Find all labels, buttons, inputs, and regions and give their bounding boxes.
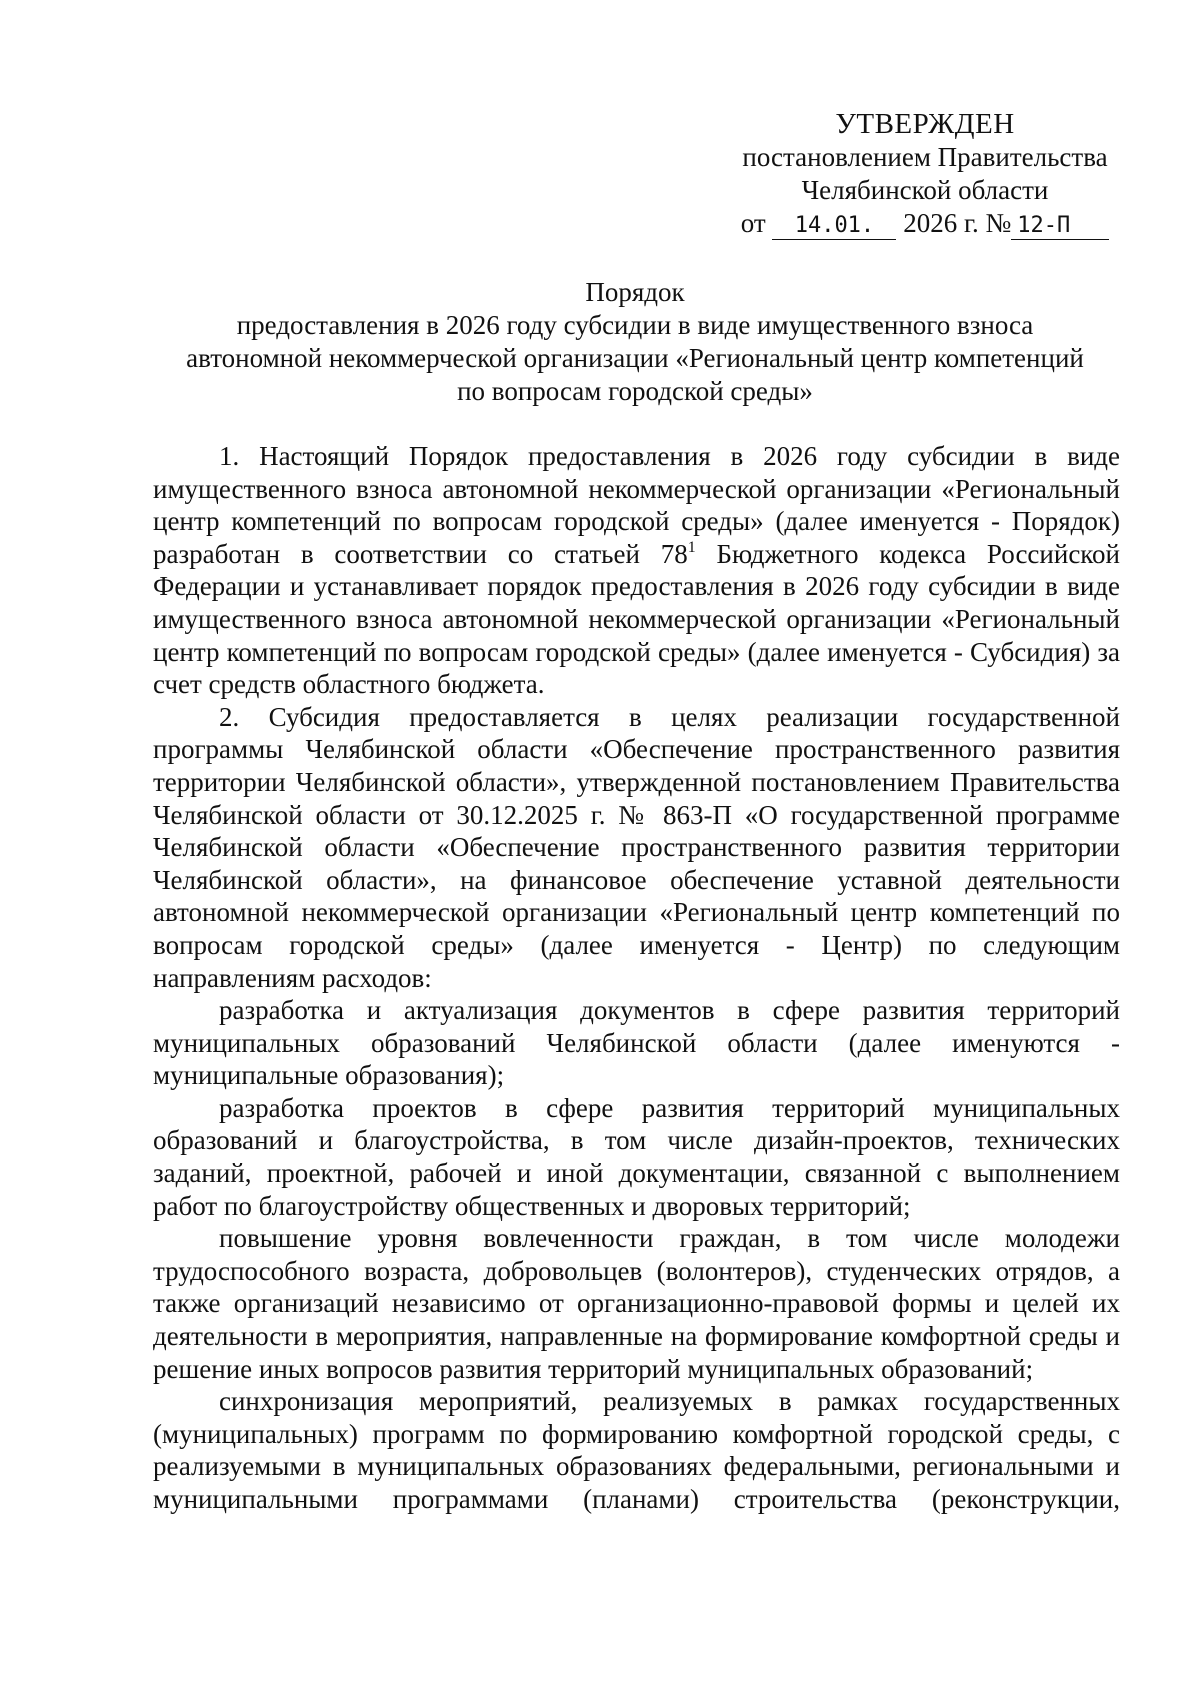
title-line-1: Порядок: [585, 277, 685, 307]
date-prefix: от: [740, 208, 766, 238]
paragraph-1-text-a: 1. Настоящий Порядок предоставления в 2026 году субсидии в виде имущественного взноса автономной некоммерческой организации «Региональный центр компетенций по вопросам городской среды» (далее именуется - Порядок) разработан в соответствии со статьей 78: [153, 441, 1120, 569]
expense-item-4: синхронизация мероприятий, реализуемых в рамках государственных (муниципальных) программ по формированию комфортной городской среды, с реализуемыми в муниципальных образованиях федеральными, региональными и муниципальными программами (планами) строительства (реконструкции,: [153, 1386, 1120, 1514]
title-line-4: по вопросам городской среды»: [457, 376, 813, 406]
approval-heading: УТВЕРЖДЕН: [835, 108, 1015, 140]
paragraph-2: 2. Субсидия предоставляется в целях реализации государственной программы Челябинской области «Обеспечение пространственного развития территории Челябинской области», утвержденной постановлением Правительства Челябинской области от 30.12.2025 г. № 863-П «О государственной программе Челябинской области «Обеспечение пространственного развития территории Челябинской области», на финансовое обеспечение уставной деятельности автономной некоммерческой организации «Региональный центр компетенций по вопросам городской среды» (далее именуется - Центр) по следующим направлениям расходов:: [153, 701, 1120, 993]
article-superscript: 1: [687, 538, 696, 556]
document-title: [150, 276, 1120, 408]
approval-line-1: постановлением Правительства: [742, 142, 1108, 172]
expense-item-2: разработка проектов в сфере развития территорий муниципальных образований и благоустройства, в том числе дизайн-проектов, технических заданий, проектной, рабочей и иной документации, связанной с выполнением работ по благоустройству общественных и дворовых территорий;: [153, 1092, 1120, 1221]
paragraph-1-text-b: Бюджетного кодекса Российской Федерации и устанавливает порядок предоставления в 2026 году субсидии в виде имущественного взноса автономной некоммерческой организации «Региональный центр компетенций по вопросам городской среды» (далее именуется - Субсидия) за счет средств областного бюджета.: [153, 538, 1120, 700]
title-line-3: автономной некоммерческой организации «Региональный центр компетенций: [186, 343, 1084, 373]
title-line-2: предоставления в 2026 году субсидии в виде имущественного взноса: [236, 310, 1034, 340]
approval-line-2: Челябинской области: [801, 175, 1049, 205]
document-number: 12-П: [1011, 213, 1109, 240]
approval-block: [720, 108, 1130, 240]
expense-item-1: разработка и актуализация документов в сфере развития территорий муниципальных образований Челябинской области (далее именуются - муниципальные образования);: [153, 995, 1120, 1091]
paragraph-1: [153, 440, 1120, 701]
expense-item-3: повышение уровня вовлеченности граждан, в том числе молодежи трудоспособного возраста, добровольцев (волонтеров), студенческих отрядов, а также организаций независимо от организационно-правовой формы и целей их деятельности в мероприятия, направленные на формирование комфортной среды и решение иных вопросов развития территорий муниципальных образований;: [153, 1223, 1120, 1384]
date-value: 14.01.: [772, 213, 896, 240]
year-text: 2026 г. №: [903, 208, 1012, 238]
approval-date-line: [720, 207, 1130, 240]
document-body: [153, 440, 1120, 1516]
